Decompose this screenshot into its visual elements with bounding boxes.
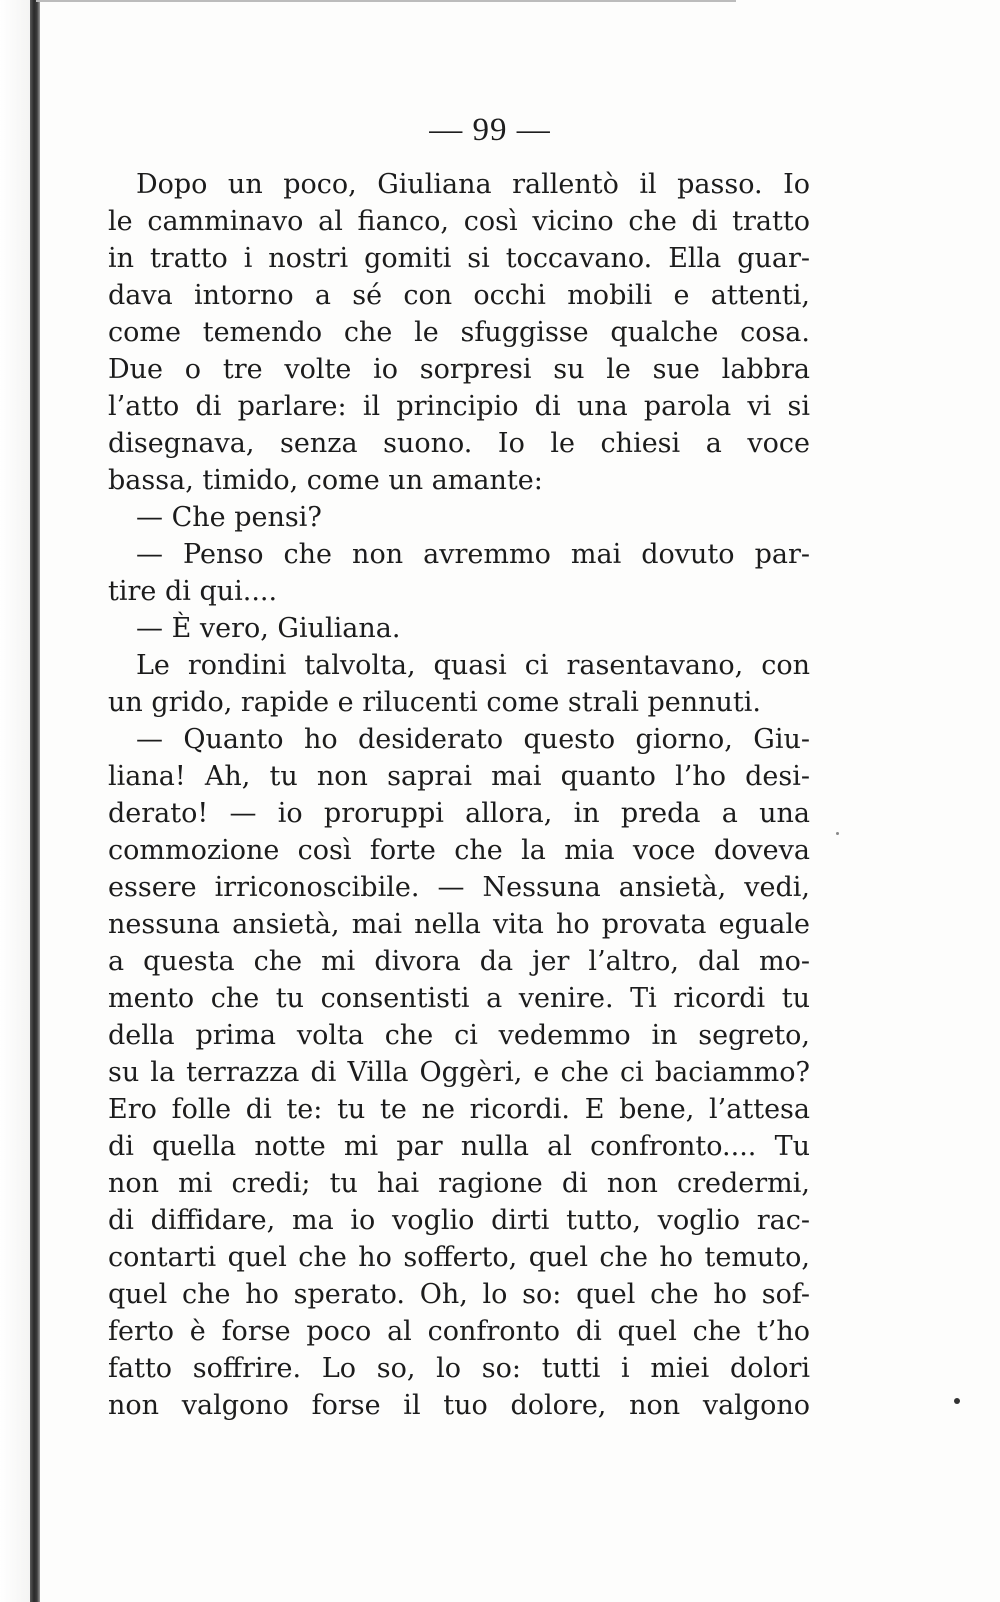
text-line: — Penso che non avremmo mai dovuto par- [136,539,810,570]
text-line: Dopo un poco, Giuliana rallentò il passo. Io [136,169,810,200]
text-line: dava intorno a sé con occhi mobili e attenti, [108,280,810,311]
text-line: — È vero, Giuliana. [136,613,401,644]
text-line: nessuna ansietà, mai nella vita ho provata eguale [108,909,810,940]
text-line: su la terrazza di Villa Oggèri, e che ci baciammo? [108,1057,810,1088]
text-line: fatto soffrire. Lo so, lo so: tutti i miei dolori [108,1353,810,1384]
text-line: Ero folle di te: tu te ne ricordi. E bene, l’attesa [108,1094,810,1125]
text-line: disegnava, senza suono. Io le chiesi a voce [108,428,810,459]
text-line: a questa che mi divora da jer l’altro, dal mo- [108,946,810,977]
text-line: derato! — io proruppi allora, in preda a una [108,798,810,829]
text-line: Due o tre volte io sorpresi su le sue labbra [108,354,810,385]
text-line: come temendo che le sfuggisse qualche cosa. [108,317,810,348]
text-line: della prima volta che ci vedemmo in segreto, [108,1020,810,1051]
text-line: di quella notte mi par nulla al confronto.... Tu [108,1131,810,1162]
text-line: non valgono forse il tuo dolore, non valgono [108,1390,810,1421]
ink-speck [836,832,839,835]
text-line: bassa, timido, come un amante: [108,465,543,496]
text-line: di diffidare, ma io voglio dirti tutto, voglio rac- [108,1205,810,1236]
binding-edge [30,0,40,1602]
top-edge-rule [36,0,736,2]
text-line: commozione così forte che la mia voce doveva [108,835,810,866]
body-text [108,166,810,1424]
text-line: quel che ho sperato. Oh, lo so: quel che ho sof- [108,1279,810,1310]
text-line: essere irriconoscibile. — Nessuna ansietà, vedi, [108,872,810,903]
text-line: le camminavo al fianco, così vicino che di tratto [108,206,810,237]
text-line: ferto è forse poco al confronto di quel che t’ho [108,1316,810,1347]
text-line: l’atto di parlare: il principio di una parola vi si [108,391,810,422]
page-number: — 99 — [429,112,551,148]
text-line: Le rondini talvolta, quasi ci rasentavano, con [136,650,810,681]
text-line: — Quanto ho desiderato questo giorno, Giu- [136,724,810,755]
text-line: tire di qui.... [108,576,278,607]
text-line: mento che tu consentisti a venire. Ti ricordi tu [108,983,810,1014]
text-line: contarti quel che ho sofferto, quel che ho temuto, [108,1242,810,1273]
binding-shadow [0,0,30,1602]
text-line: liana! Ah, tu non saprai mai quanto l’ho desi- [108,761,810,792]
text-line: un grido, rapide e rilucenti come strali pennuti. [108,687,761,718]
text-line: non mi credi; tu hai ragione di non credermi, [108,1168,810,1199]
ink-speck [954,1398,960,1404]
text-line: — Che pensi? [136,502,322,533]
text-line: in tratto i nostri gomiti si toccavano. Ella guar- [108,243,810,274]
